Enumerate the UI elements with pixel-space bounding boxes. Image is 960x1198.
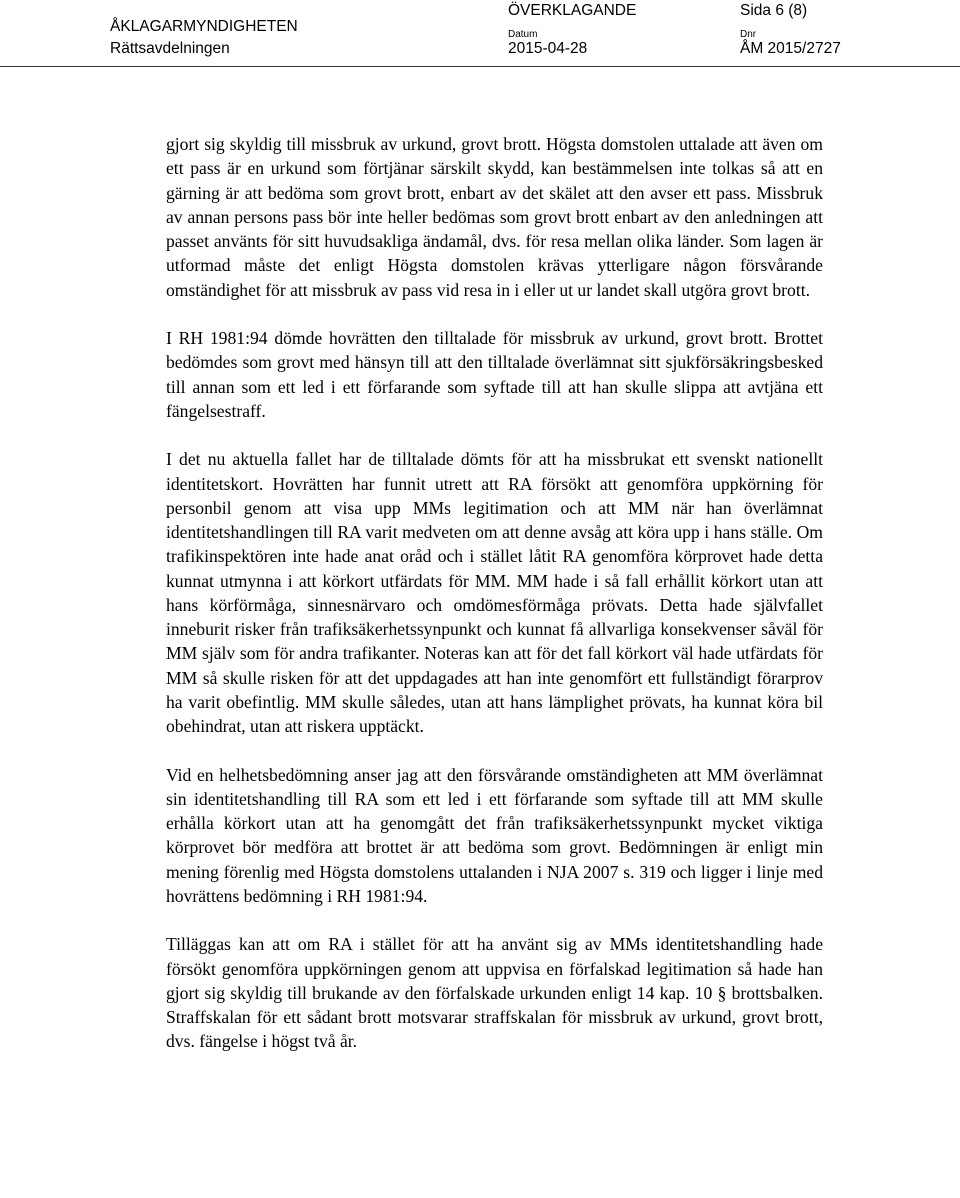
date-label: Datum xyxy=(508,29,538,40)
document-body xyxy=(166,132,823,1078)
dnr-label: Dnr xyxy=(740,29,757,40)
page-header xyxy=(0,0,960,70)
paragraph: Tilläggas kan att om RA i stället för att ha använt sig av MMs identitetshandling hade försökt genomföra uppkörningen genom att uppvisa en förfalskad legitimation så hade han gjort sig skyldig till brukande av den förfalskade urkunden enligt 14 kap. 10 § brottsbalken. Straffskalan för ett sådant brott motsvarar straffskalan för missbruk av urkund, grovt brott, dvs. fängelse i högst två år. xyxy=(166,934,823,1052)
organization-name: ÅKLAGARMYNDIGHETEN xyxy=(110,18,298,35)
document-type: ÖVERKLAGANDE xyxy=(508,2,637,19)
page-number: Sida 6 (8) xyxy=(740,2,808,19)
paragraph: gjort sig skyldig till missbruk av urkund, grovt brott. Högsta domstolen uttalade att även om ett pass är en urkund som förtjänar särskilt skydd, kan bestämmelsen inte tolkas så att en gärning är att bedöma som grovt brott, enbart av det skälet att den avser ett pass. Missbruk av annan persons pass bör inte heller bedömas som grovt brott enbart av den anledningen att passet använts för sitt huvudsakliga ändamål, dvs. för resa mellan olika länder. Som lagen är utformad måste det enligt Högsta domstolen krävas ytterligare någon försvårande omständighet för att missbruk av pass vid resa in i eller ut ur landet skall utgöra grovt brott. xyxy=(166,134,823,300)
paragraph: Vid en helhetsbedömning anser jag att den försvårande omständigheten att MM överlämnat sin identitetshandling till RA som ett led i ett förfarande som syftade till att MM skulle erhålla körkort utan att ha genomgått det från trafiksäkerhetssynpunkt mycket viktiga körprovet bör medföra att brottet är att bedöma som grovt. Bedömningen är enligt min mening förenlig med Högsta domstolens uttalanden i NJA 2007 s. 319 och ligger i linje med hovrättens bedömning i RH 1981:94. xyxy=(166,764,823,906)
dnr-value: ÅM 2015/2727 xyxy=(740,40,841,57)
paragraph: I det nu aktuella fallet har de tilltalade dömts för att ha missbrukat ett svenskt nationellt identitetskort. Hovrätten har funnit utrett att RA försökt att genomföra uppkörning för personbil genom att visa upp MMs legitimation och att MM när han överlämnat identitetshandlingen till RA varit medveten om att denne avsåg att köra upp i hans ställe. Om trafikinspektören inte hade anat oråd och i stället låtit RA genomföra körprovet hade detta kunnat utmynna i att körkort utfärdats för MM. MM hade i så fall erhållit körkort utan att hans körförmåga, sinnesnärvaro och omdömesförmåga prövats. Detta hade självfallet inneburit risker från trafiksäkerhetssynpunkt och kunnat få allvarliga konsekvenser såväl för MM själv som för andra trafikanter. Noteras kan att för det fall körkort väl hade utfärdats för MM så skulle risken för att det uppdagades att han inte genomfört ett fullständigt förarprov ha varit obefintlig. MM skulle således, utan att hans lämplighet prövats, ha kunnat köra bil obehindrat, utan att riskera upptäckt. xyxy=(166,449,823,736)
date-value: 2015-04-28 xyxy=(508,40,588,57)
paragraph: I RH 1981:94 dömde hovrätten den tilltalade för missbruk av urkund, grovt brott. Brottet bedömdes som grovt med hänsyn till att den tilltalade överlämnat sitt sjukförsäkringsbesked till annan som ett led i ett förfarande som syftade till att han skulle slippa att avtjäna ett fängelsestraff. xyxy=(166,328,823,421)
department-name: Rättsavdelningen xyxy=(110,40,230,57)
header-divider xyxy=(0,66,960,67)
